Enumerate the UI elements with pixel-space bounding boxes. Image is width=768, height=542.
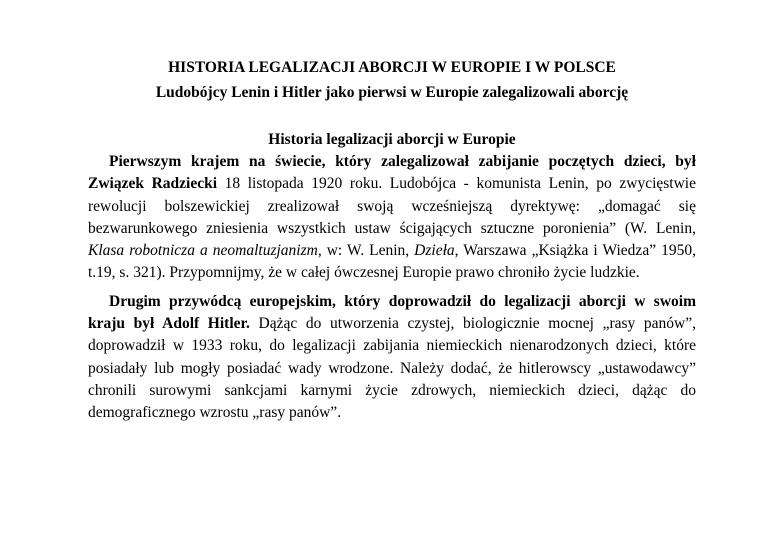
- paragraph-text: , w: W. Lenin,: [317, 242, 415, 260]
- section-heading: Historia legalizacji aborcji w Europie: [268, 131, 516, 148]
- paragraph-text: , Warszawa „Książka i Wiedza” 1950, t.19, s. 321). Przypomnijmy, że w całej ówczesnej Europie prawo chroniło życie ludzkie.: [88, 242, 696, 282]
- paragraph-lead-bold: Pierwszym krajem na świecie, który zalegalizował zabijanie poczętych dzieci, był Związek Radziecki: [88, 153, 696, 193]
- citation-title-italic: Klasa robotnicza a neomaltuzjanizm: [88, 242, 318, 260]
- paragraph-text: Dążąc do utworzenia czystej, biologicznie mocnej „rasy panów”, doprowadził w 1933 roku, do legalizacji zabijania niemieckich nienarodzonych dzieci, które posiadały lub mogły posiadać wady wrodzone. Należy dodać, że hitlerowscy „ustawodawcy” chronili surowymi sankcjami karnymi życie zdrowych, niemieckich dzieci, dążąc do demograficznego wzrostu „rasy panów”.: [88, 315, 696, 422]
- paragraph-soviet-union: [88, 151, 696, 285]
- document-title: HISTORIA LEGALIZACJI ABORCJI W EUROPIE I W POLSCE: [168, 59, 616, 76]
- document-page: [88, 57, 696, 425]
- citation-work-italic: Dzieła: [414, 242, 455, 260]
- paragraph-lead-bold: Drugim przywódcą europejskim, który doprowadził do legalizacji aborcji w swoim kraju był Adolf Hitler.: [88, 292, 696, 333]
- document-subtitle: Ludobójcy Lenin i Hitler jako pierwsi w Europie zalegalizowali aborcję: [155, 84, 629, 101]
- paragraph-hitler: [88, 291, 696, 425]
- paragraph-text: 18 listopada 1920 roku. Ludobójca - komunista Lenin, po zwycięstwie rewolucji bolszewickiej zrealizował swoją wcześniejszą dyrektywę: „domagać się bezwarunkowego zniesienia wszystkich ustaw ścigających sztuczne poronienia” (W. Lenin,: [88, 175, 696, 237]
